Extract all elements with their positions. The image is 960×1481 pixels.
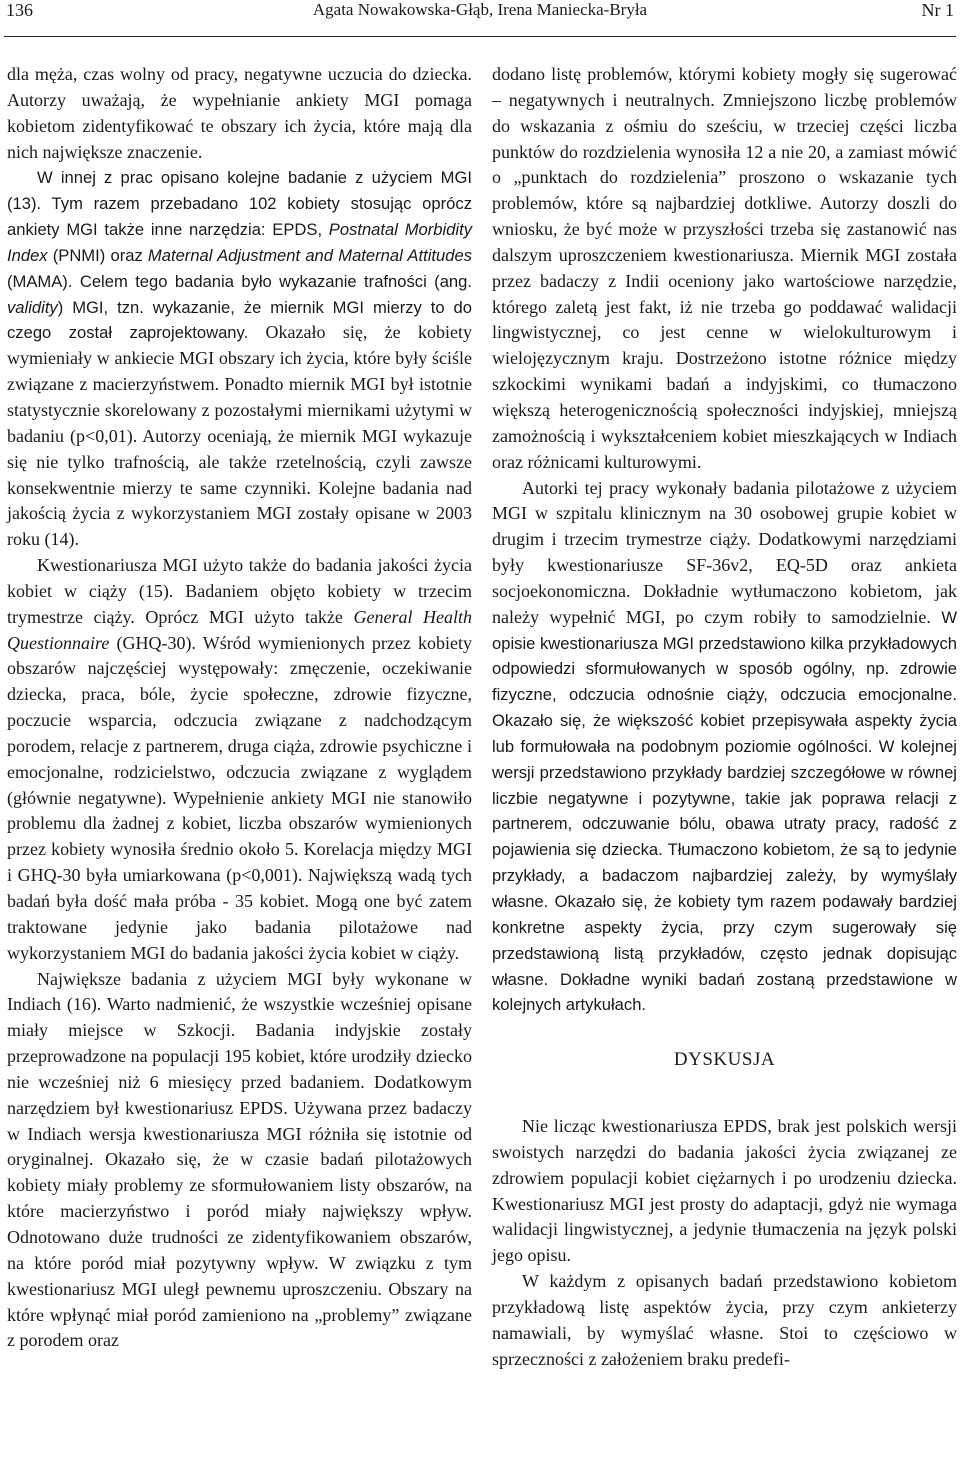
page-number: 136	[6, 0, 33, 20]
paragraph: Największe badania z użyciem MGI były wykonane w Indiach (16). Warto nadmienić, że wszystkie wcześniej opisane miały miejsce w Szkocji. Badania indyjskie zostały przeprowadzone na populacji 195 kobiet, które urodziły dziecko nie wcześniej niż 6 miesięcy przed badaniem. Dodatkowym narzędziem był kwestionariusz EPDS. Używana przez badaczy w Indiach wersja kwestionariusza MGI różniła się istotnie od oryginalnej. Okazało się, że w czasie badań pilotażowych kobiety miały problemy ze sformułowaniem listy obszarów, na które macierzyństwo i poród miały największy wpływ. Odnotowano duże trudności ze zidentyfikowaniem obszarów, na które poród miał pozytywny wpływ. W związku z tym kwestionariusz MGI uległ pewnemu uproszczeniu. Obszary na które wpłynąć miał poród zamieniono na „problemy” związane z porodem oraz	[7, 968, 472, 1351]
paragraph: W innej z prac opisano kolejne badanie z użyciem MGI (13). Tym razem przebadano 102 kobiety stosując oprócz ankiety MGI także inne narzędzia: EPDS, Postnatal Morbidity Index (PNMI) oraz Maternal Adjustment and Maternal Attitudes (MAMA). Celem tego badania było wykazanie trafności (ang. validity) MGI, tzn. wykazanie, że miernik MGI mierzy to do czego został zaprojektowany. Okazało się, że kobiety wymieniały w ankiecie MGI obszary ich życia, które były ściśle związane z macierzyństwem. Ponadto miernik MGI był istotnie statystycznie skorelowany z pozostałymi miernikami użytymi w badaniu (p<0,01). Autorzy oceniają, że miernik MGI wykazuje się nie tylko trafnością, ale także rzetelnością, czyli zawsze konsekwentnie mierzy te same czynniki. Kolejne badania nad jakością życia z wykorzystaniem MGI zostały opisane w 2003 roku (14).	[7, 168, 473, 550]
paragraph: dodano listę problemów, którymi kobiety mogły się sugerować – negatywnych i neutralnych. Zmniejszono liczbę problemów do wskazania z ośmiu do sześciu, w trzeciej części liczba punktów do rozdzielenia wynosiła 12 a nie 20, a zamiast mówić o „punktach do rozdzielenia” proszono o wskazanie tych problemów, które są najbardziej dotkliwe. Autorzy doszli do wniosku, że być może w przyszłości trzeba się zastanowić nas dalszym uproszczeniem kwestionariusza. Miernik MGI została przez badaczy z Indii oceniony jako wartościowe narzędzie, którego zaletą jest fakt, iż nie trzeba go poddawać walidacji lingwistycznej, co jest cenne w wielokulturowym i wielojęzycznym kraju. Dostrzeżono istotne różnice między szkockimi wynikami badań a indyjskimi, co tłumaczono większą heterogenicznością społeczności indyjskiej, mniejszą zamożnością i wykształceniem kobiet mieszkających w Indiach oraz różnicami kulturowymi.	[492, 64, 957, 472]
running-authors: Agata Nowakowska-Głąb, Irena Maniecka-Bryła	[312, 0, 648, 19]
right-column	[492, 62, 957, 1373]
section-heading: DYSKUSJA	[673, 1049, 776, 1071]
issue-number: Nr 1	[921, 0, 954, 20]
paragraph: Kwestionariusza MGI użyto także do badania jakości życia kobiet w ciąży (15). Badaniem objęto kobiety w trzecim trymestrze ciąży. Oprócz MGI użyto także General Health Questionnaire (GHQ-30). Wśród wymienionych przez kobiety obszarów najczęściej występowały: zmęczenie, oczekiwanie dziecka, praca, bóle, życie społeczne, zdrowie fizyczne, poczucie wsparcia, odczucia związane z nadchodzącym porodem, relacje z partnerem, druga ciąża, zdrowie psychiczne i emocjonalne, rodzicielstwo, odczucia związane z wyglądem (głównie negatywne). Wypełnienie ankiety MGI nie stanowiło problemu dla żadnej z kobiet, liczba obszarów wymienionych przez kobiety wynosiła średnio około 5. Korelacja między MGI i GHQ-30 była umiarkowana (p<0,001). Największą wadą tych badań była dość mała próba - 35 kobiet. Mogą one być zatem traktowane jedynie jako badania pilotażowe nad wykorzystaniem MGI do badania jakości życia kobiet w ciąży.	[7, 555, 473, 963]
paragraph: Autorki tej pracy wykonały badania pilotażowe z użyciem MGI w szpitalu klinicznym na 30 osobowej grupie kobiet w drugim i trzecim trymestrze ciąży. Dodatkowymi narzędziami były kwestionariusze SF-36v2, EQ-5D oraz ankieta socjoekonomiczna. Dokładnie wytłumaczono kobietom, jak należy wypełnić MGI, po czym robiły to samodzielnie. W opisie kwestionariusza MGI przedstawiono kilka przykładowych odpowiedzi sformułowanych w sposób ogólny, np. zdrowie fizyczne, odczucia odnośnie ciąży, odczucia emocjonalne. Okazało się, że większość kobiet przepisywała aspekty życia lub formułowała na podobnym poziomie ogólności. W kolejnej wersji przedstawiono przykłady bardziej szczegółowe w równej liczbie negatywne i pozytywne, takie jak poprawa relacji z partnerem, odczuwanie bólu, obawa utraty pracy, radość z pojawienia się dziecka. Tłumaczono kobietom, że są to jedynie przykłady, a badaczom najbardziej zależy, by wymyślały własne. Okazało się, że kobiety tym razem podawały bardziej konkretne aspekty życia, przy czym sugerowały się przedstawioną listą przykładów, często jednak dopisując własne. Dokładne wyniki badań zostaną przedstawione w kolejnych artykułach.	[492, 477, 958, 1015]
paragraph: dla męża, czas wolny od pracy, negatywne uczucia do dziecka. Autorzy uważają, że wypełnianie ankiety MGI pomaga kobietom zidentyfikować te obszary ich życia, które mają dla nich największe znaczenie.	[7, 64, 472, 162]
paragraph: W każdym z opisanych badań przedstawiono kobietom przykładową listę aspektów życia, przy czym ankieterzy namawiali, by wymyślać własne. Stoi to częściowo w sprzeczności z założeniem braku predefi-	[492, 1271, 957, 1369]
paragraph: Nie licząc kwestionariusza EPDS, brak jest polskich wersji swoistych narzędzi do badania jakości życia związanej ze zdrowiem populacji kobiet ciężarnych i po urodzeniu dziecka. Kwestionariusz MGI jest prosty do adaptacji, gdyż nie wymaga walidacji lingwistycznej, a jedynie tłumaczenia na język polski jego opisu.	[492, 1116, 957, 1266]
left-column	[7, 62, 472, 1354]
running-header	[4, 0, 956, 37]
